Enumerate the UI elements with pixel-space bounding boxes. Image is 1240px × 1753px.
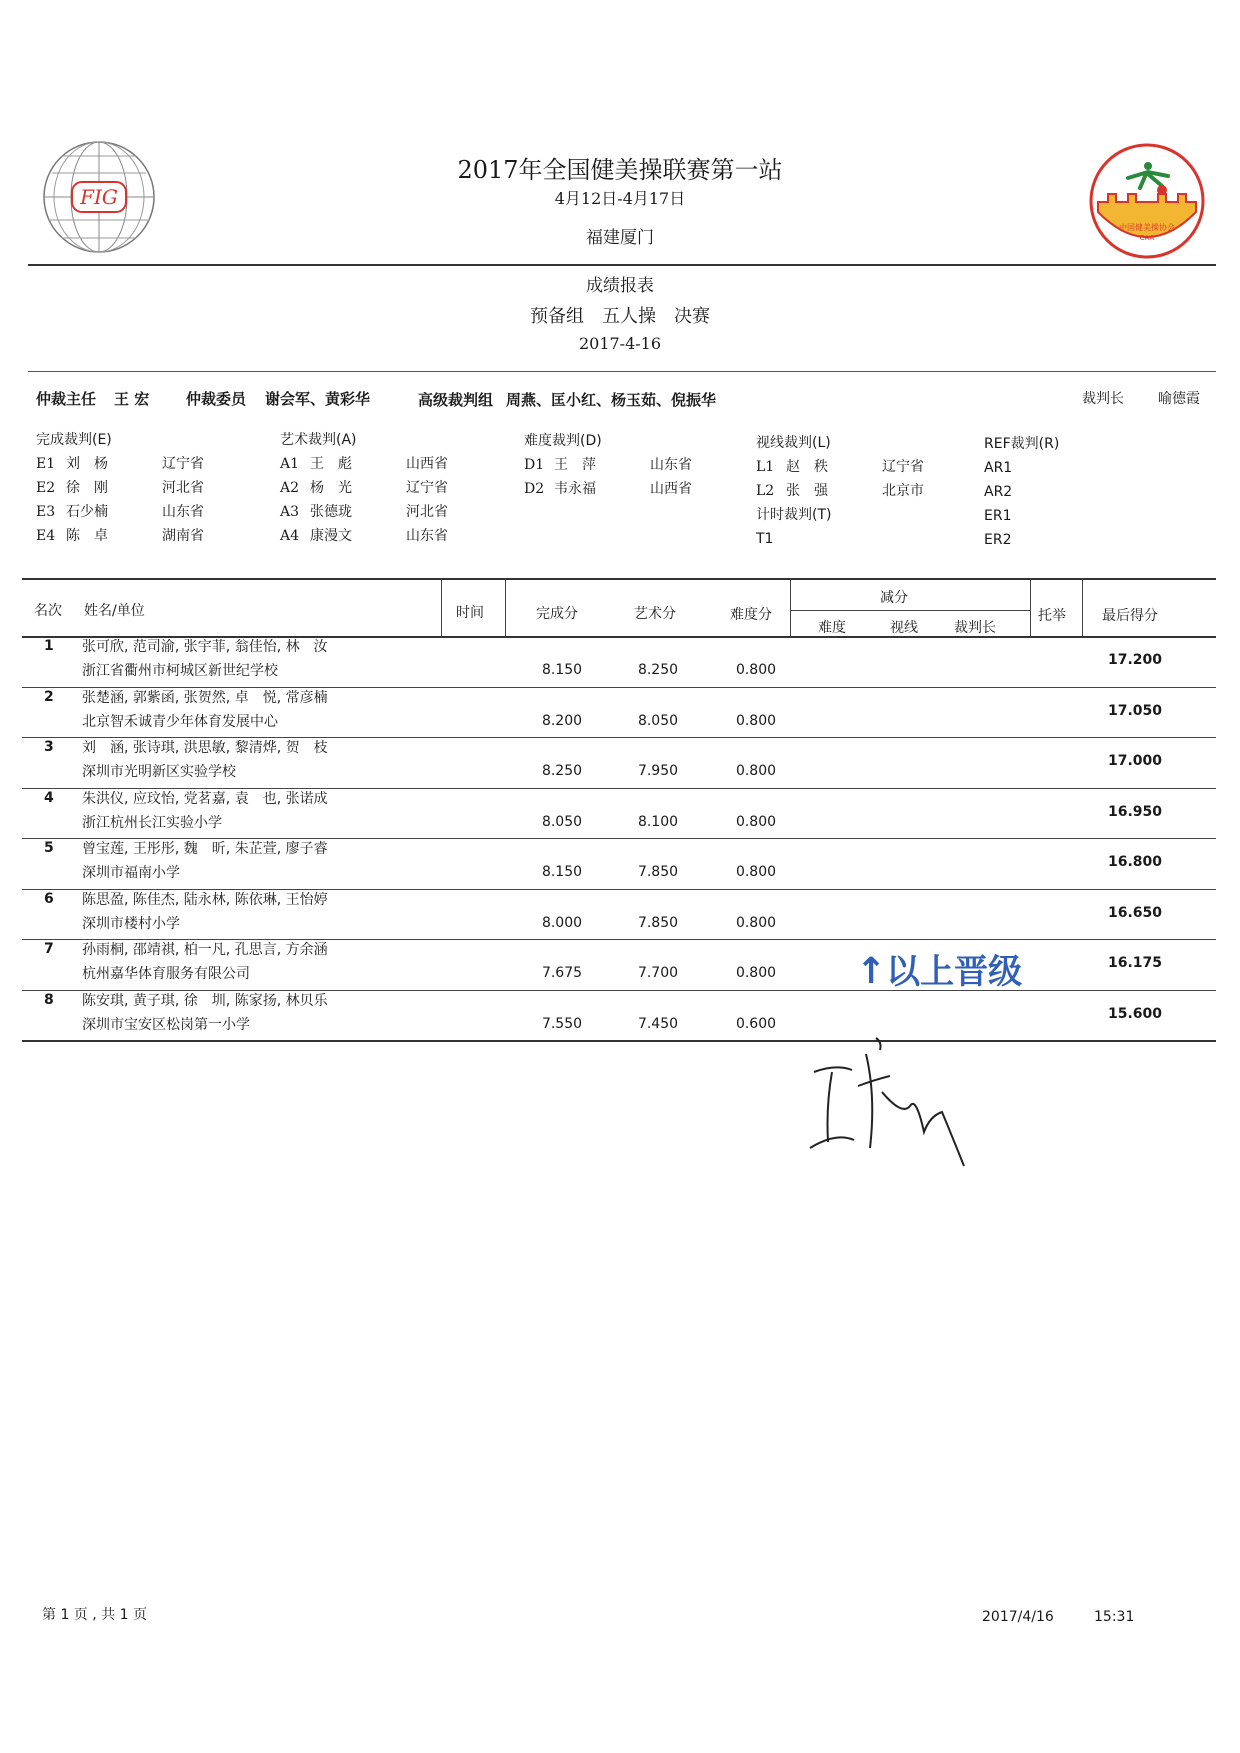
row-execution: 8.200 [541,712,583,729]
row-final-score: 17.200 [1107,652,1163,668]
row-members: 陈安琪, 黄子琪, 徐 圳, 陈家扬, 林贝乐 [82,992,328,1009]
table-top-border [22,578,1216,580]
judge-code: AR2 [984,484,1013,500]
difficulty-judges-label: 难度裁判(D) [524,433,602,449]
judge-name: 陈 卓 [66,528,108,544]
row-rank: 7 [44,941,54,957]
judge-code: E3 [36,504,56,520]
row-execution: 8.050 [541,813,583,830]
event-dates: 4月12日-4月17日 [554,189,686,208]
committee-names: 谢会军、黄彩华 [265,390,371,408]
row-artistic: 7.950 [637,763,679,779]
svg-text:FIG: FIG [80,185,118,209]
row-members: 陈思盈, 陈佳杰, 陆永林, 陈依琳, 王怡婷 [82,891,328,908]
judge-code: E2 [36,480,56,496]
col-divider [505,578,506,636]
row-final-score: 16.950 [1107,803,1163,820]
row-artistic: 8.050 [637,712,679,729]
row-artistic: 7.850 [637,864,679,880]
judge-code: E1 [36,456,56,472]
row-rank: 3 [44,739,54,755]
time-judges-label: 计时裁判(T) [756,507,832,523]
ref-judges [984,432,1059,552]
report-divider [28,371,1216,372]
judge-code: A3 [280,504,300,520]
row-difficulty: 0.600 [735,1015,777,1032]
row-team [82,787,328,835]
row-team [82,938,328,986]
row-unit: 杭州嘉华体育服务有限公司 [82,966,250,982]
col-divider [441,578,442,636]
judge-name: 赵 秩 [786,459,828,475]
judge-name: 石少楠 [66,504,108,520]
row-members: 刘 涵, 张诗琪, 洪思敏, 黎清烨, 贺 枝 [82,740,328,756]
row-unit: 北京智禾诚青少年体育发展中心 [82,713,278,730]
row-members: 曾宝莲, 王彤彤, 魏 昕, 朱芷萱, 廖子睿 [82,841,328,857]
header-ded-line: 视线 [890,620,918,636]
row-unit: 浙江省衢州市柯城区新世纪学校 [82,663,278,679]
line-judges-label: 视线裁判(L) [756,435,831,451]
judge-name: 刘 杨 [66,456,108,472]
senior-label: 高级裁判组 [418,391,494,409]
judge-code: ER1 [984,508,1012,524]
row-difficulty: 0.800 [735,813,777,830]
qualified-annotation-text: 以上晋级 [886,952,1023,992]
row-difficulty: 0.800 [735,662,777,678]
svg-text:中国健美操协会: 中国健美操协会 [1119,223,1175,232]
judge-province: 山东省 [406,528,448,544]
row-unit: 深圳市福南小学 [82,865,180,881]
row-rank: 1 [44,638,54,654]
col-divider [790,578,791,636]
difficulty-judges [524,429,692,501]
row-final-score: 15.600 [1107,1005,1163,1022]
judge-name: 康漫文 [310,528,352,544]
report-date: 2017-4-16 [578,334,662,353]
judge-province: 辽宁省 [162,456,204,472]
signature-icon [806,1036,976,1172]
artistic-judges-label: 艺术裁判(A) [280,432,357,448]
execution-judges-label: 完成裁判(E) [36,432,112,448]
judge-code: L1 [756,459,775,475]
row-unit: 浙江杭州长江实验小学 [82,814,222,831]
row-team [82,635,328,683]
col-divider [1082,578,1083,636]
ref-judges-label: REF裁判(R) [984,436,1060,452]
judge-province: 河北省 [162,480,204,496]
committee-label: 仲裁委员 [186,390,247,408]
line-judges [756,431,924,551]
row-final-score: 16.800 [1107,854,1163,870]
event-location: 福建厦门 [586,228,654,248]
judge-province: 辽宁省 [406,480,448,496]
header-name: 姓名/单位 [84,603,145,619]
judge-code: E4 [36,528,56,544]
row-difficulty: 0.800 [735,864,777,880]
header-artistic: 艺术分 [634,606,676,622]
row-unit: 深圳市楼村小学 [82,915,180,932]
row-team [82,686,328,734]
judge-name: 韦永福 [554,481,596,497]
judge-name: 张 强 [786,483,828,499]
judge-code: ER2 [984,532,1012,548]
row-members: 朱洪仪, 应玟怡, 党茗嘉, 袁 也, 张诺成 [82,790,328,807]
row-members: 张可欣, 范司渝, 张宇菲, 翁佳怡, 林 汝 [82,639,328,655]
page-indicator: 第 1 页 , 共 1 页 [42,1607,147,1623]
judge-province: 山西省 [406,456,448,472]
row-difficulty: 0.800 [735,914,777,931]
header-ded-head: 裁判长 [954,620,996,636]
judge-province: 山东省 [162,504,204,520]
row-artistic: 7.850 [637,914,679,931]
row-execution: 7.675 [541,965,583,981]
row-rank: 5 [44,840,54,856]
row-final-score: 16.650 [1107,904,1163,921]
execution-judges [36,428,204,548]
header-final: 最后得分 [1102,608,1158,624]
row-team [82,989,328,1037]
judge-name: 王 彪 [310,456,352,472]
row-members: 孙雨桐, 邵靖祺, 柏一凡, 孔思言, 方余涵 [82,942,328,958]
row-unit: 深圳市宝安区松岗第一小学 [82,1016,250,1033]
svg-text:CAA: CAA [1139,234,1155,242]
judge-code: D1 [524,457,545,473]
row-team [82,837,328,885]
row-team [82,736,328,784]
row-difficulty: 0.800 [735,965,777,981]
row-execution: 8.150 [541,662,583,678]
head-judge-label: 裁判长 [1082,391,1124,407]
qualified-annotation [856,944,1022,993]
judge-code: A1 [280,456,300,472]
header-deduction: 减分 [880,590,908,606]
row-artistic: 8.250 [637,662,679,678]
judge-code: L2 [756,483,775,499]
header-execution: 完成分 [536,606,578,622]
header-divider [28,264,1216,266]
judge-province: 山东省 [650,457,692,473]
deduction-divider [790,610,1030,611]
row-divider [22,1040,1216,1042]
row-artistic: 8.100 [637,813,679,830]
row-rank: 6 [44,890,54,907]
row-final-score: 16.175 [1107,955,1163,971]
artistic-judges [280,428,448,548]
judge-name: 王 萍 [554,457,596,473]
row-execution: 8.150 [541,864,583,880]
row-members: 张楚涵, 郭紫函, 张贺然, 卓 悦, 常彦楠 [82,689,328,706]
header-lift: 托举 [1038,608,1066,624]
row-unit: 深圳市光明新区实验学校 [82,764,236,780]
row-team [82,888,328,936]
judge-province: 辽宁省 [882,459,924,475]
judge-name: 徐 刚 [66,480,108,496]
row-final-score: 17.000 [1107,753,1163,769]
row-difficulty: 0.800 [735,763,777,779]
header-rank: 名次 [34,603,62,619]
row-execution: 8.250 [541,763,583,779]
row-rank: 8 [44,991,54,1008]
judge-province: 湖南省 [162,528,204,544]
report-title: 成绩报表 [586,276,654,296]
judge-code: AR1 [984,460,1013,476]
row-difficulty: 0.800 [735,712,777,729]
chief-name: 王 宏 [114,390,150,408]
judge-province: 山西省 [650,481,692,497]
judge-code: T1 [756,531,774,547]
judge-code: A4 [280,528,300,544]
header-difficulty: 难度分 [730,607,772,623]
judge-code: A2 [280,480,300,496]
judge-code: D2 [524,481,545,497]
row-final-score: 17.050 [1107,702,1163,719]
footer-time: 15:31 [1094,1609,1135,1625]
senior-names: 周燕、匡小红、杨玉茹、倪振华 [506,391,717,409]
row-execution: 8.000 [541,914,583,931]
judge-name: 杨 光 [310,480,352,496]
judge-name: 张德珑 [310,504,352,520]
row-rank: 4 [44,789,54,806]
header-ded-difficulty: 难度 [818,620,846,636]
footer-date: 2017/4/16 [982,1609,1054,1625]
col-divider [1030,578,1031,636]
head-judge-name: 喻德霞 [1158,391,1200,407]
header-time: 时间 [456,605,484,621]
report-category: 预备组 五人操 决赛 [530,306,710,327]
judge-province: 北京市 [882,483,924,499]
row-artistic: 7.450 [637,1015,679,1032]
event-title: 2017年全国健美操联赛第一站 [457,156,783,184]
row-artistic: 7.700 [637,965,679,981]
chief-label: 仲裁主任 [36,390,97,408]
judge-province: 河北省 [406,504,448,520]
row-rank: 2 [44,688,54,705]
arrow-up-icon: ↑ [856,951,887,992]
row-execution: 7.550 [541,1015,583,1032]
